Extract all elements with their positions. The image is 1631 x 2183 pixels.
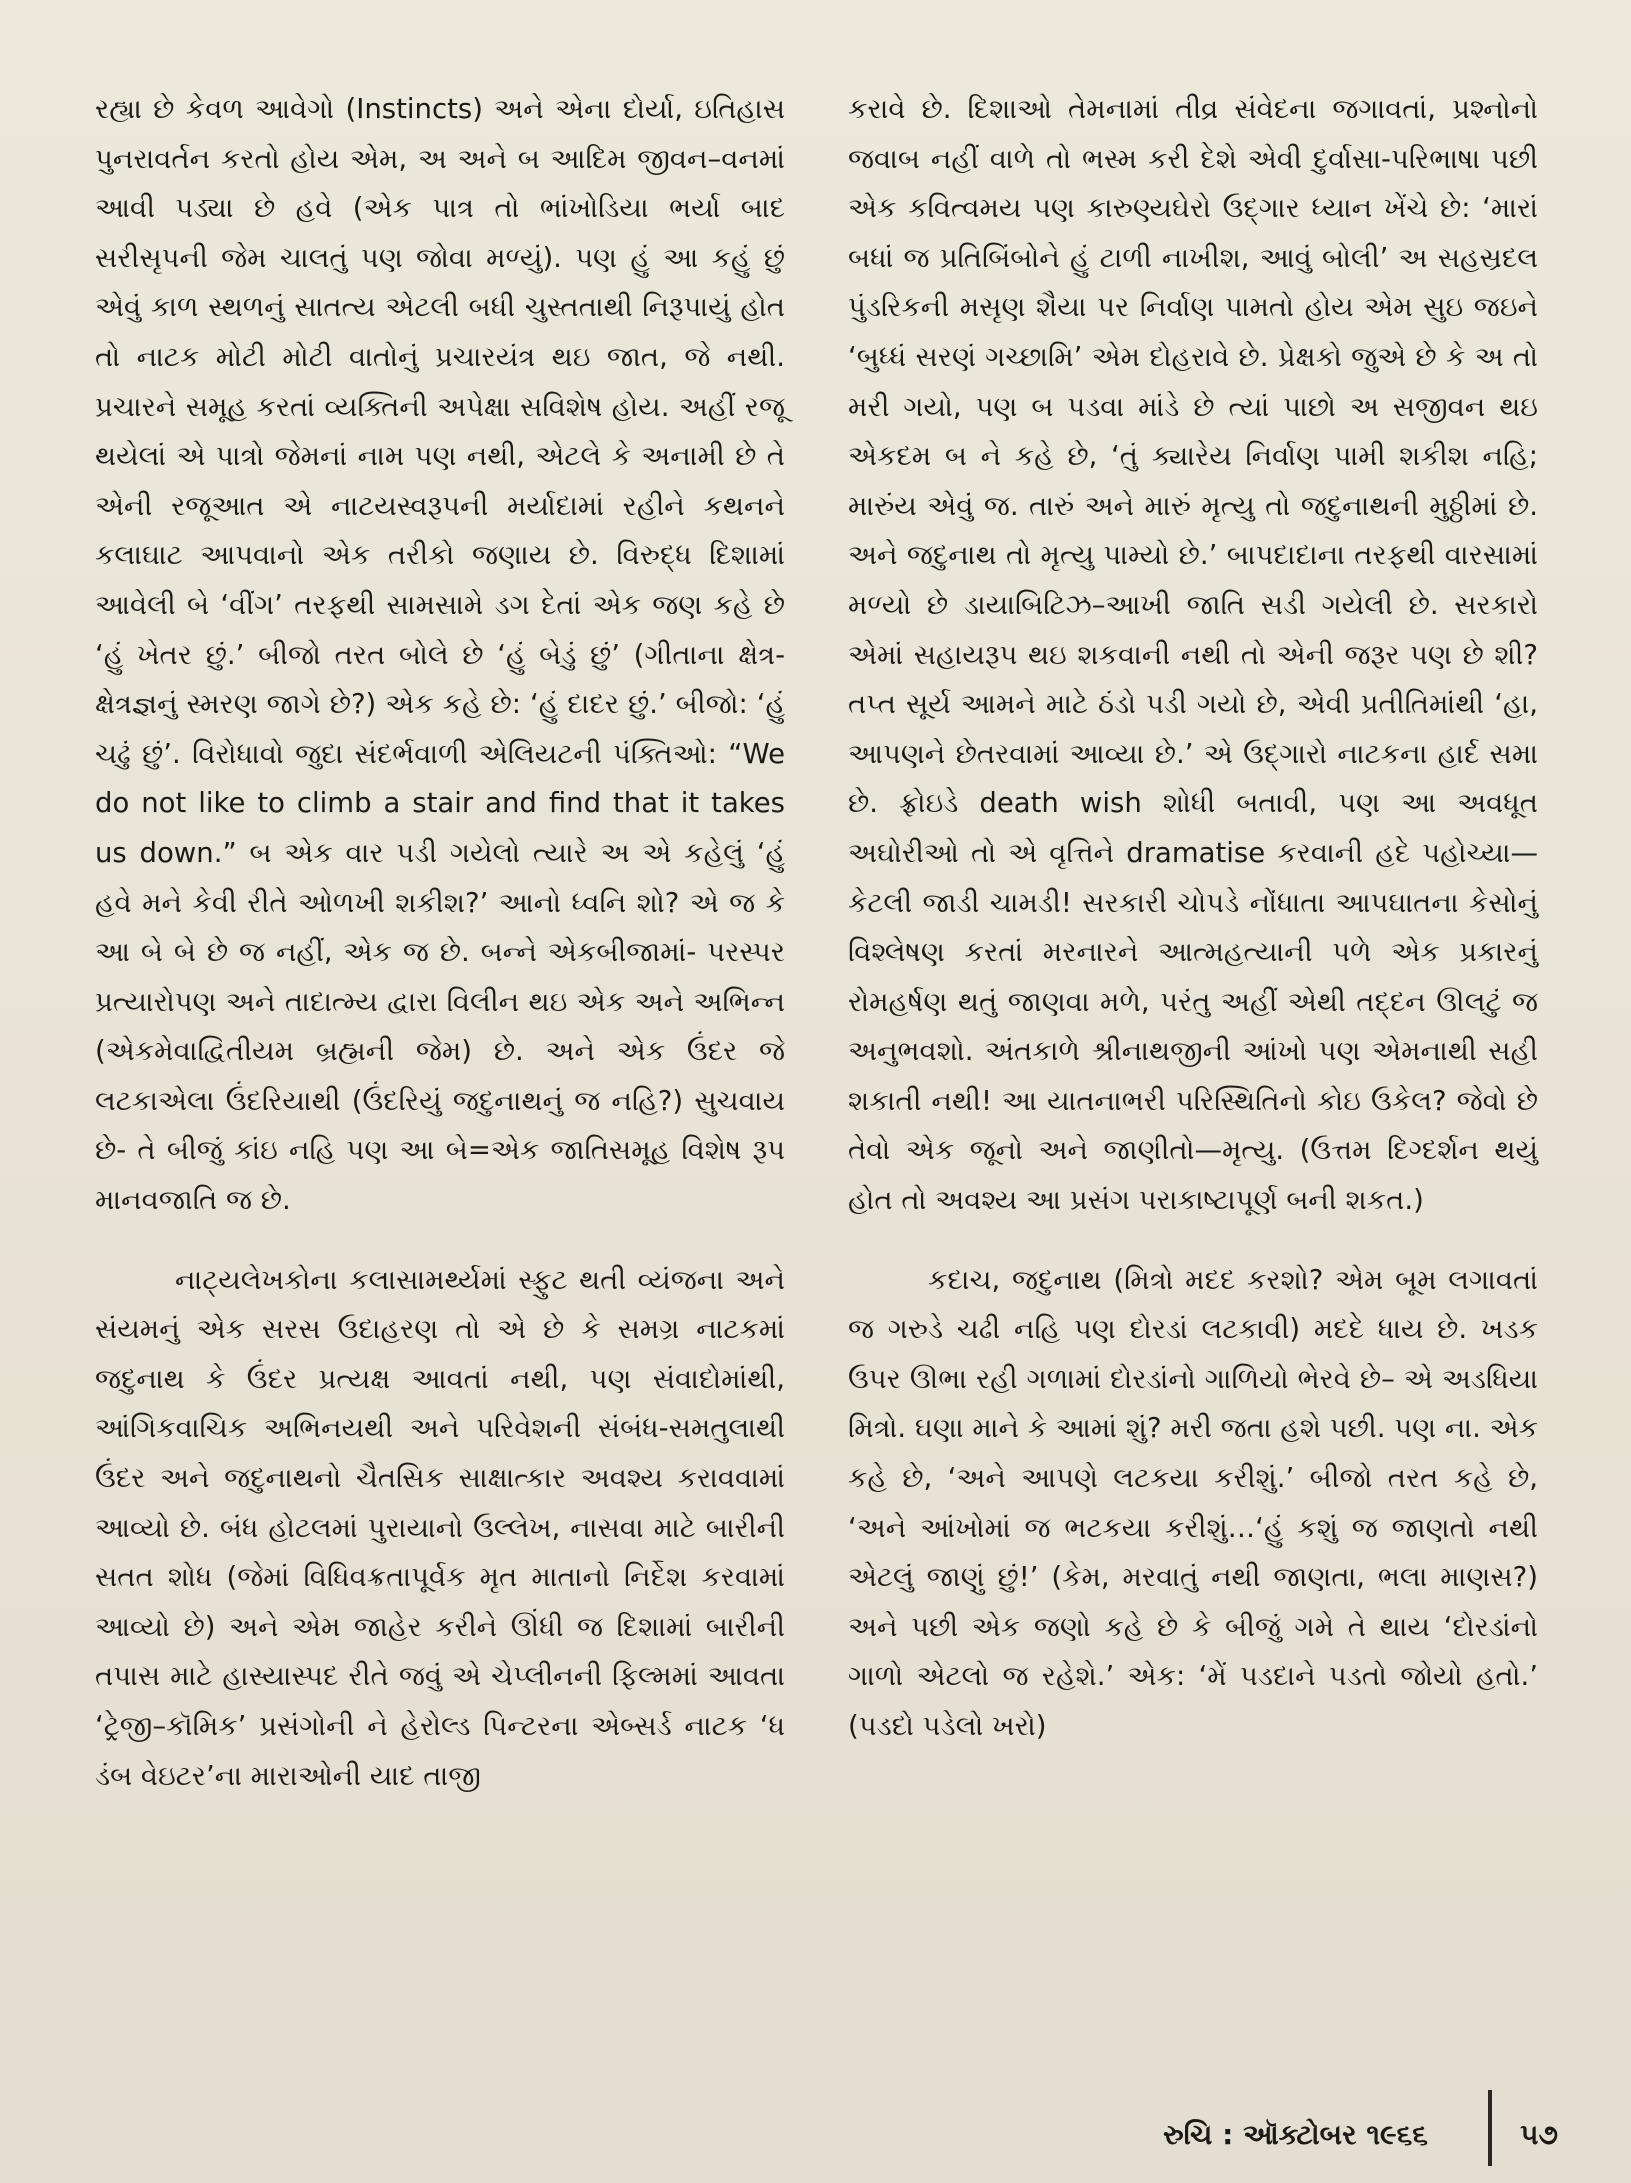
right-paragraph-2: કદાચ, જદુનાથ (મિત્રો મદદ કરશો? એમ બૂમ લગાવતાં જ ગરુડે ચઢી નહિ પણ દોરડાં લટકાવી) મદદે ધાય છે. ખડક ઉપર ઊભા રહી ગળામાં દોરડાંનો ગાળિયો ભેરવે છે– એ અડધિયા મિત્રો. ઘણા માને કે આમાં શું? મરી જતા હશે પછી. પણ ના. એક કહે છે, ‘અને આપણે લટકયા કરીશું.’ બીજો તરત કહે છે, ‘અને આંખોમાં જ ભટકયા કરીશું…‘હું કશું જ જાણતો નથી એટલું જાણું છું!’ (કેમ, મરવાતું નથી જાણતા, ભલા માણસ?) અને પછી એક જણો કહે છે કે બીજું ગમે તે થાય ‘દોરડાંનો ગાળો એટલો જ રહેશે.’ એક: ‘મેં પડદાને પડતો જોયો હતો.’ (પડદો પડેલો ખરો) (848, 1263, 1538, 1742)
footer-divider (1488, 2090, 1492, 2166)
page-footer (1120, 2110, 1560, 2160)
right-paragraph-1: કરાવે છે. દિશાઓ તેમનામાં તીવ્ર સંવેદના જગાવતાં, પ્રશ્નોનો જવાબ નહીં વાળે તો ભસ્મ કરી દેશે એવી દુર્વાસા-પરિભાષા પછી એક કવિત્વમય પણ કારુણ્યઘેરો ઉદ્ગાર ધ્યાન ખેંચે છે: ‘મારાં બધાં જ પ્રતિબિંબોને હું ટાળી નાખીશ, આવું બોલી’ અ સહસ્રદલ પુંડરિકની મસૃણ શૈયા પર નિર્વાણ પામતો હોય એમ સુઇ જઇને ‘બુધ્ધં સરણં ગચ્છામિ’ એમ દોહરાવે છે. પ્રેક્ષકો જુએ છે કે અ તો મરી ગયો, પણ બ પડવા માંડે છે ત્યાં પાછો અ સજીવન થઇ એકદમ બ ને કહે છે, ‘તું ક્યારેય નિર્વાણ પામી શકીશ નહિ; મારુંય એવું જ. તારું અને મારું મૃત્યુ તો જદુનાથની મુઠ્ઠીમાં છે. અને જદુનાથ તો મૃત્યુ પામ્યો છે.’ બાપદાદાના તરફથી વારસામાં મળ્યો છે ડાયાબિટિઝ–આખી જાતિ સડી ગયેલી છે. સરકારો એમાં સહાયરૂપ થઇ શકવાની નથી તો એની જરૂર પણ છે શી? તપ્ત સૂર્ય આમને માટે ઠંડો પડી ગયો છે, એવી પ્રતીતિમાંથી ‘હા, આપણને છેતરવામાં આવ્યા છે.’ એ ઉદ્ગારો નાટકના હાર્દ સમા છે. ફ્રોઇડે death wish શોધી બતાવી, પણ આ અવધૂત અઘોરીઓ તો એ વૃત્તિને dramatise કરવાની હદે પહોચ્યા—કેટલી જાડી ચામડી! સરકારી ચોપડે નોંધાતા આપઘાતના કેસોનું વિશ્લેષણ કરતાં મરનારને આત્મહત્યાની પળે એક પ્રકારનું રોમહર્ષણ થતું જાણવા મળે, પરંતુ અહીં એથી તદ્દન ઊલટું જ અનુભવશો. અંતકાળે શ્રીનાથજીની આંખો પણ એમનાથી સહી શકાતી નથી! આ યાતનાભરી પરિસ્થિતિનો કોઇ ઉકેલ? જેવો છે તેવો એક જૂનો અને જાણીતો—મૃત્યુ. (ઉત્તમ દિગ્દર્શન થયું હોત તો અવશ્ય આ પ્રસંગ પરાકાષ્ટાપૂર્ણ બની શકત.) (848, 93, 1539, 1217)
page-number: ૫૭ (1520, 2118, 1558, 2151)
right-column (848, 85, 1538, 1752)
left-paragraph-2: નાટ્યલેખકોના કલાસામર્થ્યમાં સ્ફુટ થતી વ્યંજના અને સંયમનું એક સરસ ઉદાહરણ તો એ છે કે સમગ્ર નાટકમાં જદુનાથ કે ઉંદર પ્રત્યક્ષ આવતાં નથી, પણ સંવાદોમાંથી, આંગિકવાચિક અભિનયથી અને પરિવેશની સંબંધ-સમતુલાથી ઉંદર અને જદુનાથનો ચૈતસિક સાક્ષાત્કાર અવશ્ય કરાવવામાં આવ્યો છે. બંધ હોટલમાં પુરાયાનો ઉલ્લેખ, નાસવા માટે બારીની સતત શોધ (જેમાં વિધિવક્રતાપૂર્વક મૃત માતાનો નિર્દેશ કરવામાં આવ્યો છે) અને એમ જાહેર કરીને ઊંધી જ દિશામાં બારીની તપાસ માટે હાસ્યાસ્પદ રીતે જવું એ ચેપ્લીનની ફિલ્મમાં આવતા ‘ટ્રેજી–કૉમિક’ પ્રસંગોની ને હેરોલ્ડ પિન્ટરના એબ્સર્ડ નાટક ‘ધ ડંબ વેઇટર’ના મારાઓની યાદ તાજી (95, 1263, 785, 1792)
magazine-issue: રુચિ : ઑક્ટોબર ૧૯૬૬ (1163, 2118, 1428, 2151)
left-paragraph-1: રહ્યા છે કેવળ આવેગો (Instincts) અને એના દોર્યા, ઇતિહાસ પુનરાવર્તન કરતો હોય એમ, અ અને બ આદિમ જીવન–વનમાં આવી પડ્યા છે હવે (એક પાત્ર તો ભાંખોડિયા ભર્યા બાદ સરીસૃપની જેમ ચાલતું પણ જોવા મળ્યું). પણ હું આ કહું છું એવું કાળ સ્થળનું સાતત્ય એટલી બધી ચુસ્તતાથી નિરૂપાયું હોત તો નાટક મોટી મોટી વાતોનું પ્રચારયંત્ર થઇ જાત, જે નથી. પ્રચારને સમૂહ કરતાં વ્યક્તિની અપેક્ષા સવિશેષ હોય. અહીં રજૂ થયેલાં એ પાત્રો જેમનાં નામ પણ નથી, એટલે કે અનામી છે તે એની રજૂઆત એ નાટયસ્વરૂપની મર્યાદામાં રહીને કથનને કલાઘાટ આપવાનો એક તરીકો જણાય છે. વિરુદ્ધ દિશામાં આવેલી બે ‘વીંગ’ તરફથી સામસામે ડગ દેતાં એક જણ કહે છે ‘હું ખેતર છું.’ બીજો તરત બોલે છે ‘હું બેડું છું’ (ગીતાના ક્ષેત્ર-ક્ષેત્રજ્ઞનું સ્મરણ જાગે છે?) એક કહે છે: ‘હું દાદર છું.’ બીજો: ‘હું ચઢું છું’. વિરોધાવો જુદા સંદર્ભવાળી એલિયટની પંક્તિઓ: “We do not like to climb a stair and find that it takes us down.” બ એક વાર પડી ગયેલો ત્યારે અ એ કહેલું ‘હું હવે મને કેવી રીતે ઓળખી શકીશ?’ આનો ધ્વનિ શો? એ જ કે આ બે બે છે જ નહીં, એક જ છે. બન્ને એકબીજામાં- પરસ્પર પ્રત્યારોપણ અને તાદાત્મ્ય દ્વારા વિલીન થઇ એક અને અભિન્ન (એકમેવાદ્વિતીયમ બ્રહ્મની જેમ) છે. અને એક ઉંદર જે લટકાએલા ઉંદરિયાથી (ઉંદરિયું જદુનાથનું જ નહિ?) સુચવાય છે- તે બીજું કાંઇ નહિ પણ આ બે=એક જાતિસમૂહ વિશેષ રૂપ માનવજાતિ જ છે. (95, 93, 785, 1217)
left-column (95, 85, 785, 1801)
